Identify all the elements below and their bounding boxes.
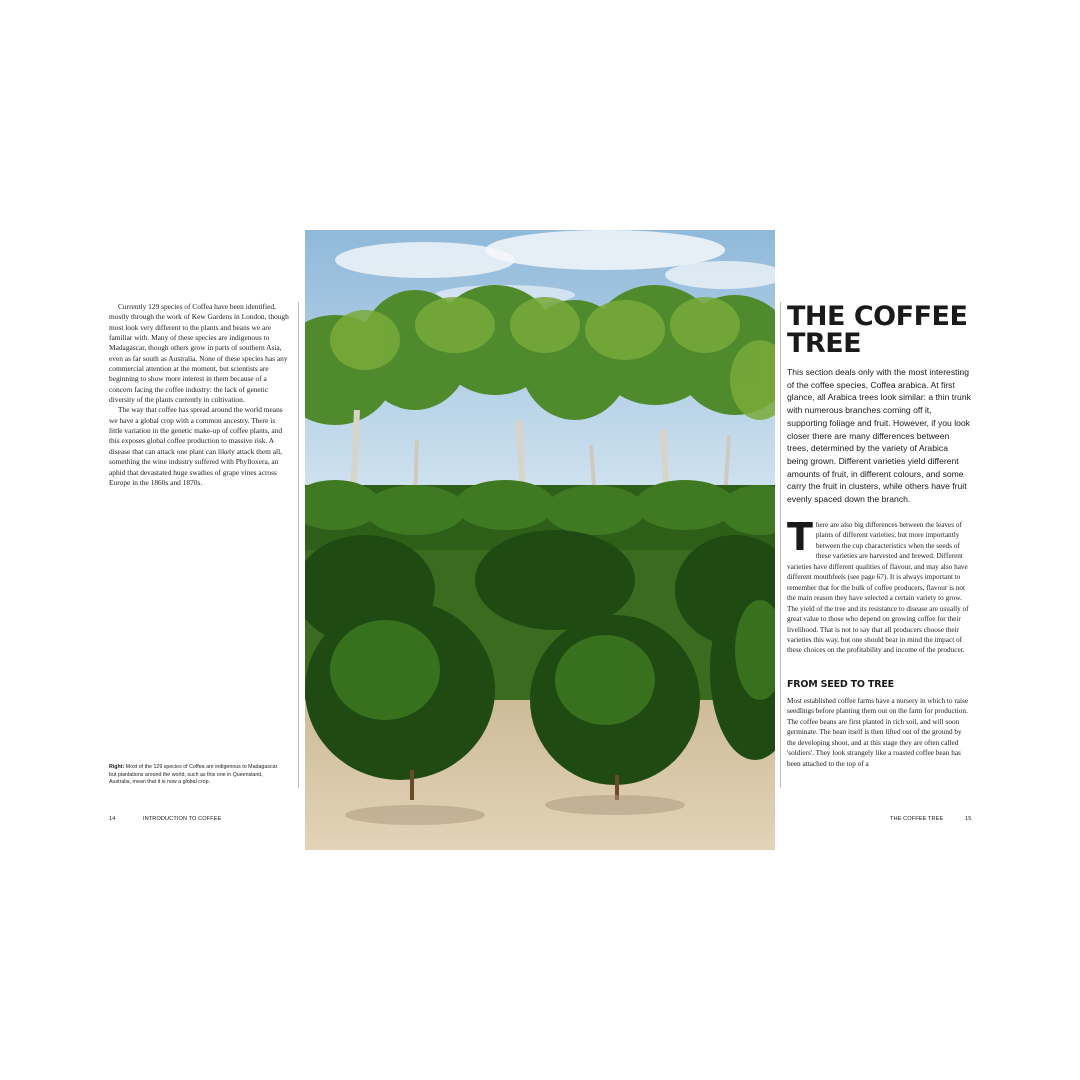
page-number-right: 15	[965, 816, 972, 822]
page-number-left: 14	[109, 816, 116, 822]
left-column-rule	[298, 302, 299, 788]
chapter-title	[787, 303, 977, 357]
title-line-1: THE COFFEE	[787, 301, 968, 332]
drop-cap: T	[787, 515, 813, 559]
body-paragraph-text: here are also big differences between the leaves of plants of different varieties, but more importantly between the cup characteristics when the seeds of these varieties are harvested and brewed. Different varieties have different qualities of flavour, and may also have different mouthfeels (see page 67). It is always important to remember that for the bulk of coffee producers, flavour is not the main reason they have selected a certain variety to grow. The yield of the tree and its resistance to disease are usually of great value to those who depend on growing coffee for their livelihood. That is not to say that all producers choose their varieties this way, but one should bear in mind the impact of these choices on the profitability and income of the producer.	[787, 521, 969, 655]
body-paragraph	[787, 515, 971, 656]
photo-caption	[109, 764, 279, 787]
intro-paragraph: This section deals only with the most interesting of the coffee species, Coffea arabica. At first glance, all Arabica trees look similar: a thin trunk with numerous branches coming off it, supporting foliage and fruit. However, if you look closer there are many differences between trees, determined by the variety of Arabica being grown. Different varieties yield different amounts of fruit, in different colours, and some carry the fruit in clusters, while others have fruit evenly spaced down the branch.	[787, 367, 971, 505]
section-subhead: FROM SEED TO TREE	[787, 679, 894, 690]
running-head-left: INTRODUCTION TO COFFEE	[143, 816, 222, 822]
coffee-plantation-photo	[305, 230, 775, 850]
body-paragraph-2: Most established coffee farms have a nursery in which to raise seedlings before planting them out on the farm for production. The coffee beans are first planted in rich soil, and will soon germinate. The bean itself is then lifted out of the ground by the developing shoot, and at this stage they are often called 'soldiers'. They look strangely like a roasted coffee bean has been attached to the top of a	[787, 697, 969, 768]
caption-text: Most of the 129 species of Coffea are indigenous to Madagascar but plantations around the world, such as this one in Queensland, Australia, mean that it is now a global crop.	[109, 764, 278, 786]
left-paragraph-1: Currently 129 species of Coffea have been identified, mostly through the work of Kew Gardens in London, though most look very different to the plants and beans we are familiar with. Many of these species are indigenous to Madagascar, though others grow in parts of southern Asia, even as far south as Australia. None of these species has any commercial attention at the moment, but scientists are beginning to show more interest in them because of a concern facing the coffee industry: the lack of genetic diversity of the plants currently in cultivation.	[109, 302, 289, 405]
running-head-right: THE COFFEE TREE	[890, 816, 944, 822]
caption-lead: Right:	[109, 764, 125, 770]
left-paragraph-2: The way that coffee has spread around the world means we have a global crop with a common ancestry. There is little variation in the genetic make-up of coffee plants, and this exposes global coffee production to massive risk. A disease that can attack one plant can likely attack them all, something the wine industry suffered with Phylloxera, an aphid that devastated huge swathes of grape vines across Europe in the 1860s and 1870s.	[109, 405, 283, 487]
title-line-2: TREE	[787, 328, 862, 359]
right-column-rule	[780, 302, 781, 788]
left-body-text	[109, 302, 289, 488]
